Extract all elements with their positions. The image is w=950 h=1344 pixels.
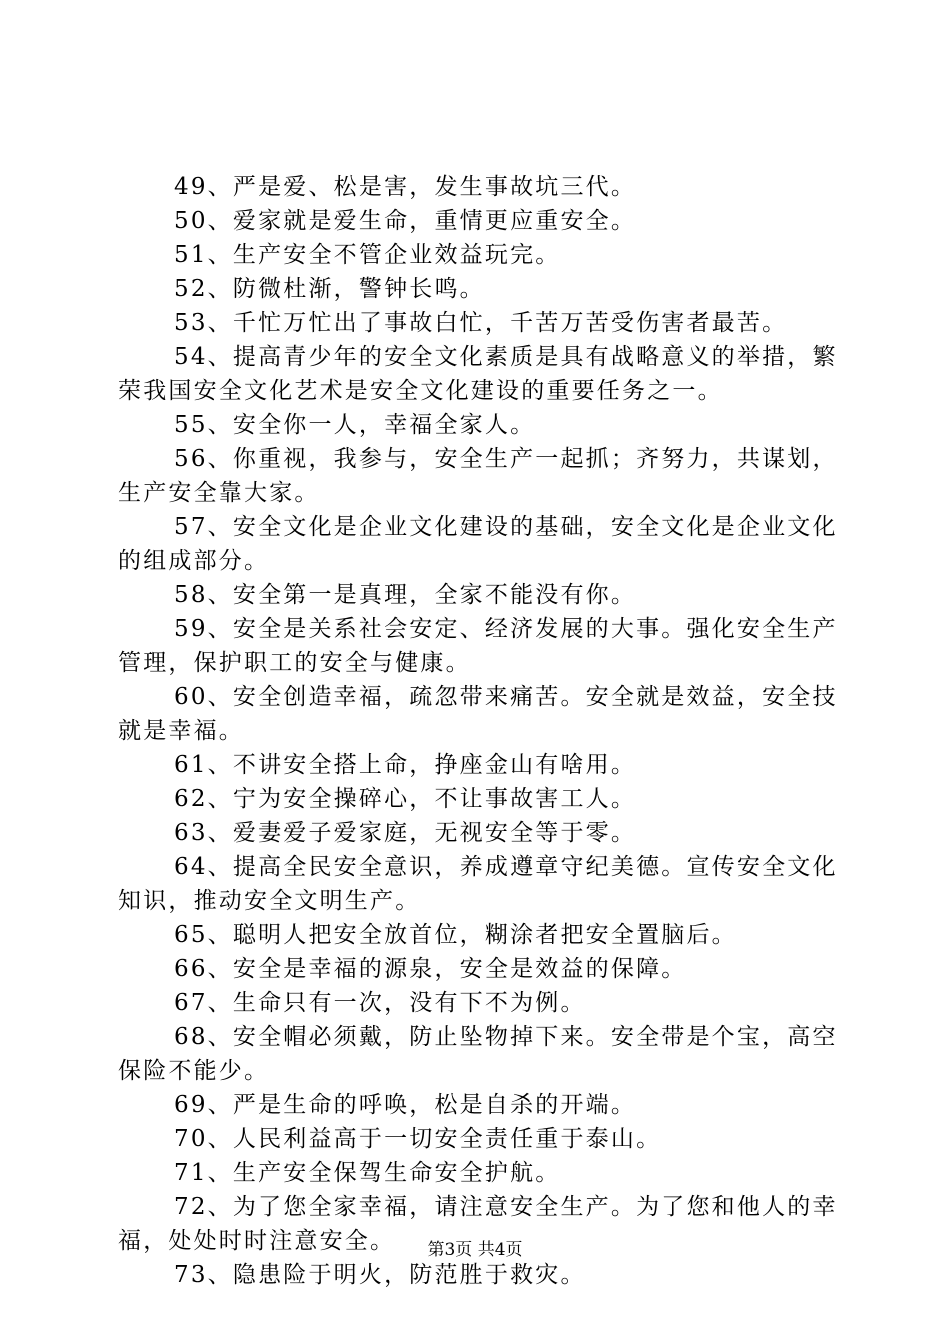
slogan-56: 56、你重视，我参与，安全生产一起抓；齐努力，共谋划，生产安全靠大家。 <box>118 446 838 506</box>
slogan-51: 51、生产安全不管企业效益玩完。 <box>174 242 561 268</box>
slogan-49: 49、严是爱、松是害，发生事故坑三代。 <box>174 174 637 200</box>
slogan-53: 53、千忙万忙出了事故白忙，千苦万苦受伤害者最苦。 <box>174 310 788 336</box>
slogan-50: 50、爱家就是爱生命，重情更应重安全。 <box>174 208 637 234</box>
slogan-67: 67、生命只有一次，没有下不为例。 <box>174 990 586 1016</box>
page-number-footer: 第3页 共4页 <box>427 1240 523 1260</box>
slogan-58: 58、安全第一是真理，全家不能没有你。 <box>174 582 637 608</box>
slogan-68: 68、安全帽必须戴，防止坠物掉下来。安全带是个宝，高空保险不能少。 <box>118 1024 838 1084</box>
slogan-65: 65、聪明人把安全放首位，糊涂者把安全置脑后。 <box>174 922 737 948</box>
slogan-70: 70、人民利益高于一切安全责任重于泰山。 <box>174 1126 662 1152</box>
slogan-52: 52、防微杜渐，警钟长鸣。 <box>174 276 485 302</box>
slogan-73: 73、隐患险于明火，防范胜于救灾。 <box>174 1262 586 1288</box>
slogan-69: 69、严是生命的呼唤，松是自杀的开端。 <box>174 1092 637 1118</box>
slogan-64: 64、提高全民安全意识，养成遵章守纪美德。宣传安全文化知识，推动安全文明生产。 <box>118 854 838 914</box>
slogan-59: 59、安全是关系社会安定、经济发展的大事。强化安全生产管理，保护职工的安全与健康。 <box>118 616 838 676</box>
slogan-54: 54、提高青少年的安全文化素质是具有战略意义的举措，繁荣我国安全文化艺术是安全文化建设的重要任务之一。 <box>118 344 838 404</box>
slogan-71: 71、生产安全保驾生命安全护航。 <box>174 1160 561 1186</box>
slogan-60: 60、安全创造幸福，疏忽带来痛苦。安全就是效益，安全技就是幸福。 <box>118 684 838 744</box>
slogan-62: 62、宁为安全操碎心，不让事故害工人。 <box>174 786 637 812</box>
slogan-63: 63、爱妻爱子爱家庭，无视安全等于零。 <box>174 820 637 846</box>
slogan-61: 61、不讲安全搭上命，挣座金山有啥用。 <box>174 752 637 778</box>
slogan-57: 57、安全文化是企业文化建设的基础，安全文化是企业文化的组成部分。 <box>118 514 838 574</box>
slogan-72: 72、为了您全家幸福，请注意安全生产。为了您和他人的幸福，处处时时注意安全。 <box>118 1194 838 1254</box>
slogan-55: 55、安全你一人，幸福全家人。 <box>174 412 536 438</box>
document-body <box>118 170 838 1292</box>
slogan-66: 66、安全是幸福的源泉，安全是效益的保障。 <box>174 956 687 982</box>
